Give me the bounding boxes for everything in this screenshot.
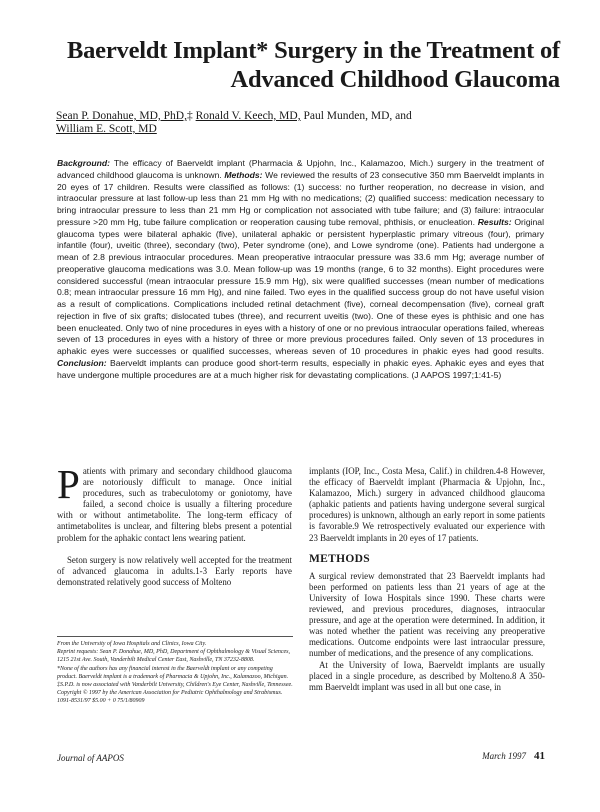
body-paragraph: At the University of Iowa, Baerveldt implants are usually placed in a single procedure, as described by Molteno.8 A 350-mm Baerveldt implant was used in all but one case, in xyxy=(309,659,545,692)
issue-date: March 1997 xyxy=(482,751,526,761)
abstract-methods-label: Methods: xyxy=(224,169,263,180)
drop-cap: P xyxy=(57,461,80,507)
author-conjunction: and xyxy=(395,110,412,122)
footnote: ‡S.P.D. is now associated with Vanderbilt University, Children's Eye Center, Nashville, Tennessee. xyxy=(57,682,293,689)
abstract-results-label: Results: xyxy=(477,216,512,227)
abstract-background-text: The efficacy of Baerveldt implant (Pharmacia & Upjohn, Inc., Kalamazoo, Mich.) surgery in the treatment of advanced childhood glaucoma is unknown. xyxy=(57,158,545,180)
abstract-methods-text: We reviewed the results of 23 consecutive 350 mm Baerveldt implants in 20 eyes of 17 children. Results were classified as follows: (1) success: no further reoperation, no decrease in vision, and intraocular pressure at last follow-up less than 21 mm Hg with no medications; (2) qualified success: medication necessary to bring intraocular pressure to less than 21 mm Hg or complication not associated with tube failure; and (3) failure: intraocular pressure >20 mm Hg, tube failure complication or reoperation causing tube removal, phthisis, or enucleation. xyxy=(57,169,544,227)
author-list xyxy=(56,110,560,136)
author-name: Ronald V. Keech, MD, xyxy=(195,110,301,122)
body-column-right xyxy=(309,466,545,693)
footnote: Copyright © 1997 by the American Association for Pediatric Ophthalmology and Strabismus. xyxy=(57,690,283,697)
author-name: William E. Scott, MD xyxy=(56,123,157,135)
issue-info xyxy=(482,750,545,762)
footnote: From the University of Iowa Hospitals and Clinics, Iowa City. xyxy=(57,641,207,647)
abstract xyxy=(57,158,544,381)
abstract-conclusion-text: Baerveldt implants can produce good short-term results, especially in phakic eyes. Aphakic eyes and eyes that have undergone multiple procedures are at a much higher risk for devastating complications. (J AAPOS 1997;1:41-5) xyxy=(57,357,545,380)
abstract-background-label: Background: xyxy=(57,158,110,168)
journal-name: Journal of AAPOS xyxy=(57,753,124,763)
body-paragraph: A surgical review demonstrated that 23 Baerveldt implants had been performed on patients less than 21 years of age at the University of Iowa Hospitals since 1990. These charts were reviewed, and previous procedures, diagnoses, intraocular pressure, and age at the operation were determined. In addition, it was noted whether the patient was receiving any preoperative medications. Outcome endpoints were last intraocular pressure, number of medications, and the presence of any complications. xyxy=(309,570,545,659)
body-paragraph xyxy=(57,461,292,544)
section-heading-methods: METHODS xyxy=(309,552,370,565)
footnotes xyxy=(57,636,293,706)
footnote: Reprint requests: Sean P. Donahue, MD, PhD, Department of Ophthalmology & Visual Sciences, 1215 21st Ave. South, Vanderbilt Medical Center East, Nashville, TN 37232-8808. xyxy=(57,649,291,664)
footnote: *None of the authors has any financial interest in the Baerveldt implant or any competing product. Baerveldt implant is a trademark of Pharmacia & Upjohn, Inc., Kalamazoo, Michigan. xyxy=(57,665,289,680)
abstract-conclusion-label: Conclusion: xyxy=(57,357,107,368)
article-title: Baerveldt Implant* Surgery in the Treatment of Advanced Childhood Glaucoma xyxy=(66,37,560,93)
author-footnote-mark: ‡ xyxy=(186,110,193,122)
page-number: 41 xyxy=(534,750,545,762)
author-name: Paul Munden, MD, xyxy=(303,110,393,122)
abstract-results-text: Original glaucoma types were bilateral aphakic (five), unilateral aphakic or persistent hyperplastic primary vitreous (four), primary infantile (four), uveitic (three), secondary (two), Peter syndrome (one), and Lowe syndrome (one). Patients had undergone a mean of 2.8 previous intraocular procedures. Mean preoperative intraocular pressure was 33.6 mm Hg; average number of preoperative glaucoma medications was 3.0. Mean follow-up was 19 months (range, 6 to 32 months). Eight procedures were considered successful (mean intraocular pressure 15.9 mm Hg), six were qualified successes (mean number of medications 0.8; mean intraocular pressure 16 mm Hg), and nine failed. Two eyes in the qualified success group do not have useful vision as a result of complications. Complications included retinal detachment (five), corneal decompensation (five), corneal graft rejection in five of six grafts; dislocated tubes (three), and recurrent uveitis (two). One of these eyes is phthisic and one has been enucleated. Only two of nine procedures in eyes with a history of one or no previous intraocular operations failed, whereas seven of 13 procedures in eyes with a history of three or more previous procedures failed. Only seven of 13 procedures in aphakic eyes were successes or qualified successes, whereas seven of 10 procedures in phakic eyes had good results. xyxy=(57,216,544,356)
body-paragraph: implants (IOP, Inc., Costa Mesa, Calif.) in children.4-8 However, the efficacy of Baerveldt implant (Pharmacia & Upjohn, Inc., Kalamazoo, Mich.) surgery in advanced childhood glaucoma (aphakic patients and patients having undergone several surgical procedures) is unknown, although an early report in some patients is favorable.9 We retrospectively evaluated our experience with 23 Baerveldt implants in 20 eyes of 17 patients. xyxy=(309,466,545,543)
body-paragraph: Seton surgery is now relatively well accepted for the treatment of advanced glaucoma in adults.1-3 Early reports have demonstrated relatively good success of Molteno xyxy=(57,554,292,587)
author-name: Sean P. Donahue, MD, PhD, xyxy=(56,110,187,122)
body-paragraph-text: atients with primary and secondary childhood glaucoma are notoriously difficult to manage. Once initial procedures, such as trabeculotomy or goniotomy, have failed, a second choice is usually a filtering procedure with or without antimetabolite. The long-term efficacy of antimetabolites is unclear, and filtering blebs present a potential problem for the aphakic contact lens wearing patient. xyxy=(57,466,292,543)
body-column-left xyxy=(57,461,292,588)
footnote: 1091-8531/97 $5.00 + 0 75/1/80909 xyxy=(57,698,145,705)
